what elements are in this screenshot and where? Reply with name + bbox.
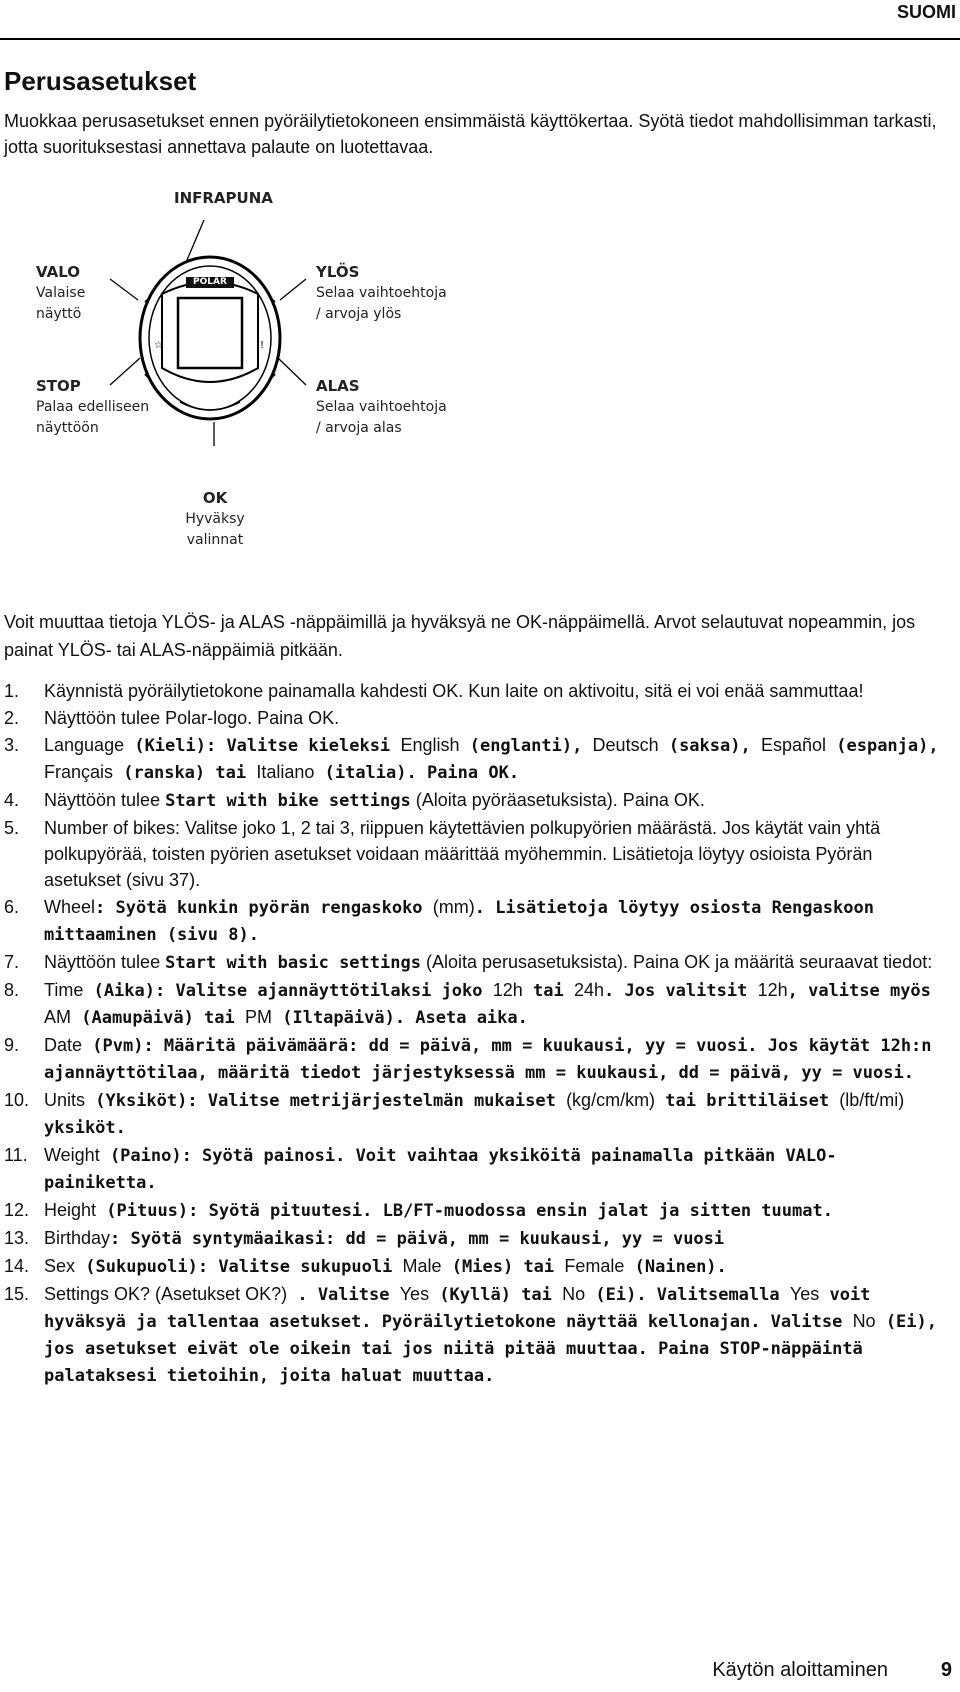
ui-term: (espanja), [826,736,939,756]
page-title: Perusasetukset [4,66,197,96]
step-text: Date [44,1035,83,1055]
step-text: (lb/ft/mi) [839,1090,905,1110]
ui-term: (italia). Paina OK. [314,763,520,783]
label-light [36,262,85,325]
step-text: Français [44,762,114,782]
step-number: 6. [4,897,20,917]
step-text: Settings OK? (Asetukset OK?) [44,1284,288,1304]
step-item [4,1032,944,1086]
step-text: (kg/cm/km) [566,1090,656,1110]
ui-term: voit hyväksyä ja tallentaa asetukset. Pyöräilytietokone näyttää kellonajan. Valitse [44,1285,871,1332]
step-text: Käynnistä pyöräilytietokone painamalla kahdesti OK. Kun laite on aktivoitu, sitä ei voi enää sammuttaa! [44,681,864,701]
label-light-desc: Valaise [36,285,86,301]
step-text: 12h [757,980,788,1000]
ui-term: , valitse myös [787,981,931,1001]
step-text: Näyttöön tulee [44,790,166,810]
footer-section-title: Käytön aloittaminen [712,1659,888,1681]
svg-text:☆: ☆ [154,340,163,351]
step-text: 24h [573,980,605,1000]
step-number: 11. [4,1145,28,1165]
step-number: 15. [4,1284,30,1304]
label-ok [160,488,270,551]
step-text: Number of bikes: Valitse joko 1, 2 tai 3, riippuen käytettävien polkupyörien määrästä. Jos käytät vain yhtä polkupyörää, toisten pyörien asetukset voidaan määrittää myöhemmin. Lisätietoja löytyy osioista Pyörän asetukset (sivu 37). [44,818,881,890]
ui-term: (Kieli): Valitse kieleksi [124,736,401,756]
step-number: 12. [4,1200,30,1220]
step-text: PM [245,1007,272,1027]
step-item [4,1253,944,1280]
label-ok-title: OK [202,489,228,507]
step-text: Female [564,1256,625,1276]
step-text: (mm) [432,897,475,917]
svg-text:!: ! [260,340,265,351]
step-item [4,1281,944,1389]
step-text: Weight [44,1145,100,1165]
label-up-desc: Selaa vaihtoehtoja [316,285,447,301]
label-down [316,376,447,439]
step-number: 4. [4,790,20,810]
ui-term: (Aika): Valitse ajannäyttötilaksi joko [83,981,493,1001]
step-text: Wheel [44,897,96,917]
label-stop-desc2: näyttöön [36,420,99,436]
label-stop-desc: Palaa edelliseen [36,399,150,415]
navigation-paragraph: Voit muuttaa tietoja YLÖS- ja ALAS -näppäimillä ja hyväksyä ne OK-näppäimellä. Arvot selautuvat nopeammin, jos painat YLÖS- tai ALAS-näppäimiä pitkään. [4,612,916,660]
label-up-title: YLÖS [316,263,360,281]
label-stop [36,376,149,439]
ui-term: . Lisätietoja löytyy osiosta Rengaskoon mittaaminen (sivu 8). [44,898,874,945]
language-tag: SUOMI [896,2,956,22]
step-number: 14. [4,1256,30,1276]
step-item [4,1142,944,1196]
step-text: 12h [492,980,523,1000]
step-text: AM [44,1007,71,1027]
step-item [4,977,944,1031]
step-text: No [852,1311,876,1331]
ui-term: (Yksiköt): Valitse metrijärjestelmän mukaiset [85,1091,567,1111]
ui-term: : Syötä syntymäaikasi: dd = päivä, mm = kuukausi, yy = vuosi [110,1229,725,1249]
ui-term: tai brittiläiset [655,1091,840,1111]
step-text: Time [44,980,84,1000]
step-text: Male [402,1256,442,1276]
setup-steps [4,678,944,1390]
step-text: Units [44,1090,86,1110]
label-light-title: VALO [36,263,80,281]
label-ok-desc: Hyväksy valinnat [185,511,245,548]
step-number: 7. [4,952,20,972]
label-light-desc2: näyttö [36,306,82,322]
ui-term: (saksa), [658,736,761,756]
step-item [4,894,944,948]
step-text: No [562,1284,586,1304]
step-item [4,705,944,731]
step-text: (Aloita pyöräasetuksista). Paina OK. [410,790,705,810]
step-text: Yes [399,1284,430,1304]
step-text: Español [760,735,827,755]
step-text: Birthday [44,1228,111,1248]
step-text: Näyttöön tulee [44,952,166,972]
page-number: 9 [940,1659,952,1681]
ui-term: (englanti), [459,736,593,756]
device-diagram [0,189,500,548]
ui-term: . Jos valitsit [604,981,758,1001]
ui-term: (Ei), jos asetukset eivät ole oikein tai jos niitä pitää muuttaa. Paina STOP-näppäintä palataksesi tietoihin, joita haluat muuttaa. [44,1312,937,1386]
ui-term: (Sukupuoli): Valitse sukupuoli [75,1257,403,1277]
step-number: 10. [4,1090,30,1110]
step-item [4,949,944,976]
label-up-desc2: / arvoja ylös [316,306,402,322]
header-rule [0,38,960,40]
label-infrared [174,188,273,209]
step-number: 13. [4,1228,30,1248]
step-item [4,1087,944,1141]
intro-paragraph: Muokkaa perusasetukset ennen pyöräilytietokoneen ensimmäistä käyttökertaa. Syötä tiedot mahdollisimman tarkasti, jotta suorituksestasi annettava palaute on luotettavaa. [4,111,937,157]
ui-term: (Aamupäivä) tai [71,1008,245,1028]
ui-term: (Pituus): Syötä pituutesi. LB/FT-muodossa ensin jalat ja sitten tuumat. [96,1201,833,1221]
step-number: 1. [4,681,20,701]
step-item [4,787,944,814]
step-item [4,815,944,893]
step-number: 3. [4,735,20,755]
step-text: Yes [789,1284,820,1304]
step-text: Height [44,1200,97,1220]
brand-logo: POLAR [193,277,227,287]
step-text: (Aloita perusasetuksista). Paina OK ja määritä seuraavat tiedot: [420,952,933,972]
step-number: 2. [4,708,20,728]
step-text: Sex [44,1256,76,1276]
step-number: 8. [4,980,20,1000]
step-text: Language [44,735,125,755]
ui-term: tai [522,981,574,1001]
label-infrared-title: INFRAPUNA [174,189,273,207]
step-item [4,1197,944,1224]
step-text: English [400,735,460,755]
ui-term: : Syötä kunkin pyörän rengaskoko [95,898,433,918]
ui-term: (Pvm): Määritä päivämäärä: dd = päivä, mm = kuukausi, yy = vuosi. Jos käytät 12h:n ajannäyttötilaa, määritä tiedot järjestyksessä mm = kuukausi, dd = päivä, yy = vuosi. [44,1036,932,1083]
ui-term: (Kyllä) tai [429,1285,563,1305]
ui-term: yksiköt. [44,1118,126,1138]
ui-term: (Paino): Syötä painosi. Voit vaihtaa yksiköitä painamalla pitkään VALO-painiketta. [44,1146,837,1193]
ui-term: (ranska) tai [113,763,257,783]
step-text: Italiano [256,762,315,782]
ui-term: (Iltapäivä). Aseta aika. [272,1008,528,1028]
step-text: Näyttöön tulee Polar-logo. Paina OK. [44,708,340,728]
ui-term: (Nainen). [624,1257,727,1277]
ui-term: . Valitse [287,1285,400,1305]
step-text: Deutsch [592,735,659,755]
step-number: 9. [4,1035,20,1055]
step-item [4,1225,944,1252]
label-stop-title: STOP [36,377,81,395]
step-item [4,678,944,704]
label-down-desc: Selaa vaihtoehtoja [316,399,447,415]
label-down-title: ALAS [316,377,360,395]
ui-term: Start with basic settings [165,953,421,973]
step-number: 5. [4,818,20,838]
step-item [4,732,944,786]
ui-term: Start with bike settings [165,791,411,811]
ui-term: (Mies) tai [441,1257,565,1277]
label-up [316,262,447,325]
label-down-desc2: / arvoja alas [316,420,402,436]
ui-term: (Ei). Valitsemalla [585,1285,790,1305]
